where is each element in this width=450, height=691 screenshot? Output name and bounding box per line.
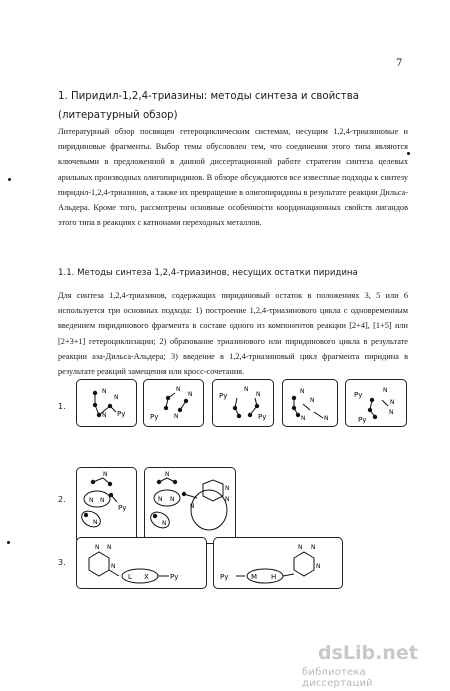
atom-label: N (100, 497, 105, 504)
group-label: Py (170, 573, 179, 581)
atom-label: N (107, 544, 112, 551)
atom-label: N (165, 471, 170, 478)
group-label: Py (220, 573, 229, 581)
atom-label: N (244, 386, 249, 393)
atom-label: N (174, 413, 179, 420)
atom-label: N (188, 391, 193, 398)
atom-label: N (390, 399, 395, 406)
page-number: 7 (396, 58, 403, 69)
scheme-row-label: 2. (58, 495, 66, 504)
atom-label: N (111, 563, 116, 570)
atom-label: N (298, 544, 303, 551)
margin-mark (7, 541, 10, 544)
group-label: Py (354, 391, 363, 399)
atom-label: N (95, 544, 100, 551)
group-label: Py (118, 504, 127, 512)
section-subheading: 1.1. Методы синтеза 1,2,4-триазинов, несущих остатки пиридина (58, 268, 358, 278)
atom-label: N (114, 394, 119, 401)
atom-label: N (170, 496, 175, 503)
atom-label: N (300, 388, 305, 395)
atom-label: N (225, 485, 230, 492)
atom-label: N (311, 544, 316, 551)
scheme-row-label: 3. (58, 558, 66, 567)
group-label: H (271, 573, 277, 581)
atom-label: N (316, 563, 321, 570)
group-label: Py (358, 416, 367, 424)
margin-mark (407, 152, 410, 155)
scheme-row-1-approach-d (282, 379, 338, 427)
scheme-row-1-approach-c (212, 379, 274, 427)
intro-paragraph: Литературный обзор посвящен гетероциклическим системам, несущим 1,2,4-триазиновые и пиридиновые фрагменты. Выбор темы обусловлен тем, что соединения этого типа являются ключевыми в предложенной в данной диссертационной работе стратегии синтеза целевых арильных производных олигопиридинов. В обзоре обсуждаются все известные подходы к синтезу пиридил-1,2,4-триазинов, а также их превращение в олигопиридины в результате реакции Дильса-Альдера. Кроме того, рассмотрены основные особенности координационных свойств лигандов этого типа в реакциях с катионами переходных металлов. (58, 127, 408, 228)
scheme-row-1-approach-e (345, 379, 407, 427)
watermark (300, 640, 440, 689)
watermark-subtitle: библиотека диссертаций (302, 667, 373, 689)
atom-label: N (102, 412, 107, 419)
group-label: M (251, 573, 258, 581)
watermark-logo: dsLib.net (318, 642, 418, 664)
group-label: Py (258, 413, 267, 421)
scheme-row-2-approach-b (144, 467, 236, 544)
atom-label: N (89, 497, 94, 504)
atom-label: N (389, 409, 394, 416)
atom-label: N (158, 496, 163, 503)
group-label: Py (117, 410, 126, 418)
chapter-heading: 1. Пиридил-1,2,4-триазины: методы синтеза и свойства (литературный обзор) (58, 91, 359, 121)
atom-label: N (383, 387, 388, 394)
scheme-row-3-approach-a (76, 537, 207, 589)
atom-label: N (162, 520, 167, 527)
scheme-row-2-approach-a (76, 467, 137, 544)
atom-label: N (256, 391, 261, 398)
atom-label: N (176, 386, 181, 393)
atom-label: N (324, 415, 329, 422)
scheme-row-3-approach-b (213, 537, 343, 589)
scheme-row-label: 1. (58, 402, 66, 411)
margin-mark (8, 178, 11, 181)
body-paragraph: Для синтеза 1,2,4-триазинов, содержащих пиридиновый остаток в положениях 3, 5 или 6 используется три основных подхода: 1) построение 1,2,4-триазинового цикла с одновременным введением пиридинового фрагмента в составе одного из компонентов реакции [2+4], [1+5] или [2+3+1] гетероциклизации; 2) образование триазинового или пиридинового цикла в результате реакции аза-Дильса-Альдера; 3) введение в 1,2,4-триазиновый цикл фрагмента пиридина в результате реакций замещения или кросс-сочетания. (58, 291, 408, 377)
scheme-row-1-approach-a (76, 379, 137, 427)
atom-label: N (225, 496, 230, 503)
group-label: Py (219, 392, 228, 400)
group-label: L (128, 573, 132, 581)
scheme-row-1-approach-b (143, 379, 204, 427)
atom-label: N (310, 397, 315, 404)
group-label: Py (150, 413, 159, 421)
atom-label: N (102, 388, 107, 395)
group-label: X (144, 573, 149, 581)
atom-label: N (301, 415, 306, 422)
atom-label: N (190, 503, 195, 510)
atom-label: N (103, 471, 108, 478)
atom-label: N (93, 519, 98, 526)
